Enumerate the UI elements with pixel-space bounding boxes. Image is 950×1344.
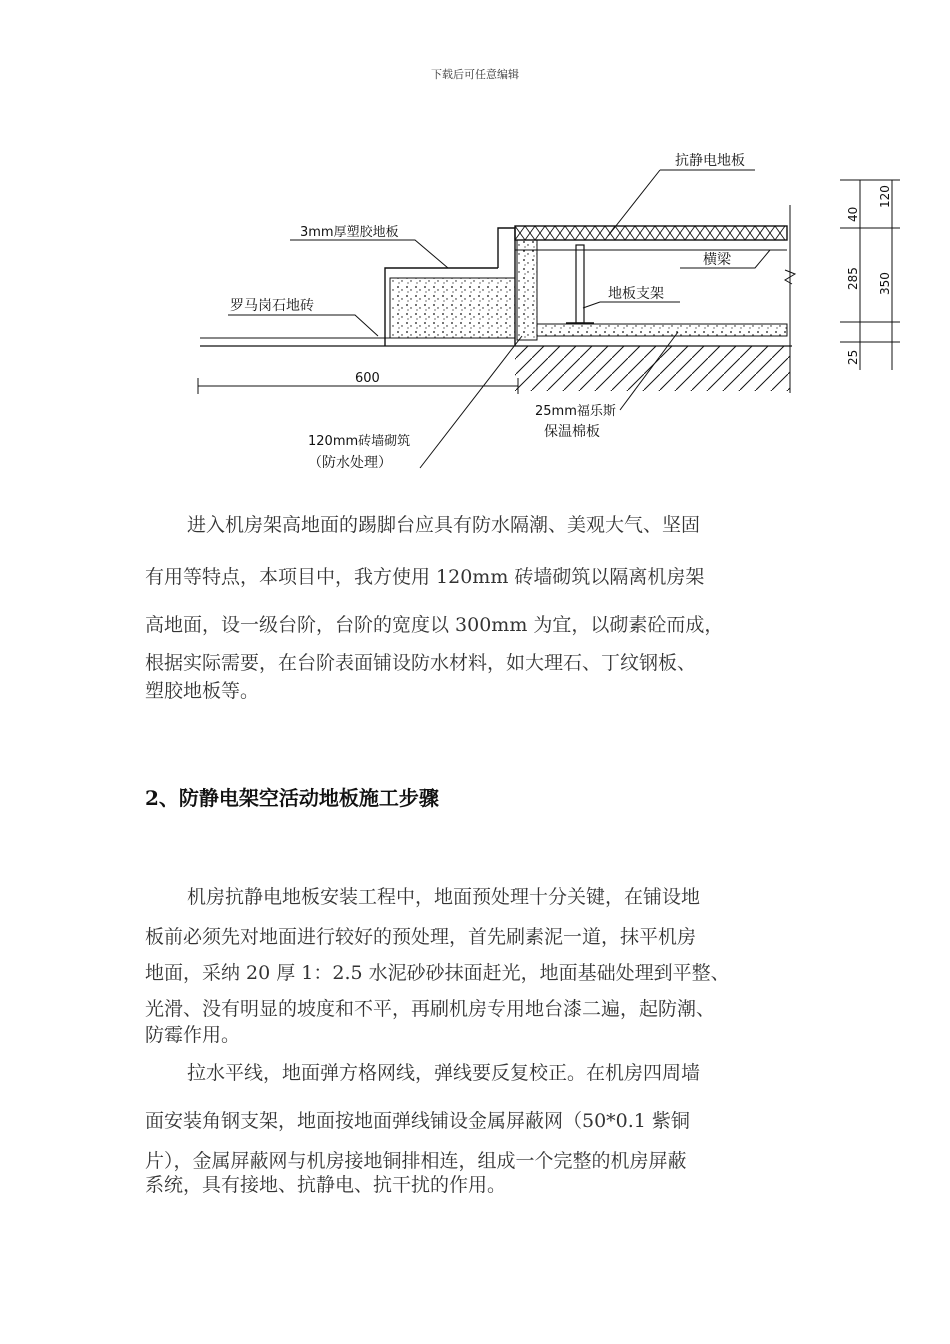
label-brick-1: 120mm砖墙砌筑: [308, 434, 411, 449]
label-insulation-1: 25mm福乐斯: [535, 404, 616, 419]
label-crossbeam: 横梁: [703, 252, 731, 268]
leader-plastic: [290, 240, 448, 268]
para1-line: 塑胶地板等。: [145, 680, 260, 702]
insulation-layer: [537, 324, 787, 336]
para1-line: 根据实际需要，在台阶表面铺设防水材料，如大理石、丁纹钢板、: [145, 652, 697, 674]
label-width-600: 600: [355, 371, 380, 386]
para3-line: 片），金属屏蔽网与机房接地铜排相连，组成一个完整的机房屏蔽: [145, 1150, 687, 1172]
page-header-note: 下载后可任意编辑: [431, 68, 519, 81]
para3-line: 面安装角钢支架，地面按地面弹线铺设金属屏蔽网（50*0.1 紫铜: [145, 1110, 690, 1132]
label-plastic-floor: 3mm厚塑胶地板: [300, 225, 399, 240]
floor-support: [576, 245, 584, 323]
leader-support: [583, 302, 680, 308]
dim-label-120: 120: [878, 185, 892, 208]
para2-line: 光滑、没有明显的坡度和不平，再刷机房专用地台漆二遍，起防潮、: [145, 998, 716, 1020]
label-antistatic-floor: 抗静电地板: [675, 153, 745, 169]
dim-label-285: 285: [846, 267, 860, 290]
brick-step-lower: [390, 278, 515, 338]
para2-line: 板前必须先对地面进行较好的预处理，首先刷素泥一道，抹平机房: [145, 926, 697, 948]
para1-line: 高地面，设一级台阶，台阶的宽度以 300mm 为宜，以砌素砼而成，: [145, 614, 724, 636]
leader-brick: [420, 336, 522, 468]
para3-line: 拉水平线，地面弹方格网线，弹线要反复校正。在机房四周墙: [187, 1062, 701, 1084]
subfloor-hatch: [515, 346, 790, 391]
para1-line: 进入机房架高地面的踢脚台应具有防水隔潮、美观大气、坚固: [187, 514, 701, 536]
leader-granite: [228, 315, 378, 336]
para3-line: 系统，具有接地、抗静电、抗干扰的作用。: [145, 1174, 507, 1196]
dim-label-25: 25: [846, 349, 860, 365]
dim-label-350: 350: [878, 272, 892, 295]
brick-step-upper: [517, 240, 537, 340]
para2-line: 机房抗静电地板安装工程中，地面预处理十分关键，在铺设地: [187, 886, 701, 908]
dim-label-40: 40: [846, 206, 860, 222]
para1-line: 有用等特点，本项目中，我方使用 120mm 砖墙砌筑以隔离机房架: [145, 566, 705, 588]
para2-line: 防霉作用。: [145, 1024, 241, 1046]
label-insulation-2: 保温棉板: [544, 424, 600, 440]
label-floor-support: 地板支架: [608, 286, 664, 302]
floor-section-drawing: [180, 150, 910, 490]
label-brick-2: （防水处理）: [308, 455, 392, 471]
section-heading: 2、防静电架空活动地板施工步骤: [145, 786, 439, 810]
panel-truss-2: [515, 226, 785, 240]
para2-line: 地面，采纳 20 厚 1：2.5 水泥砂砂抹面赶光，地面基础处理到平整、: [145, 962, 730, 984]
label-granite-tile: 罗马岗石地砖: [230, 298, 314, 314]
